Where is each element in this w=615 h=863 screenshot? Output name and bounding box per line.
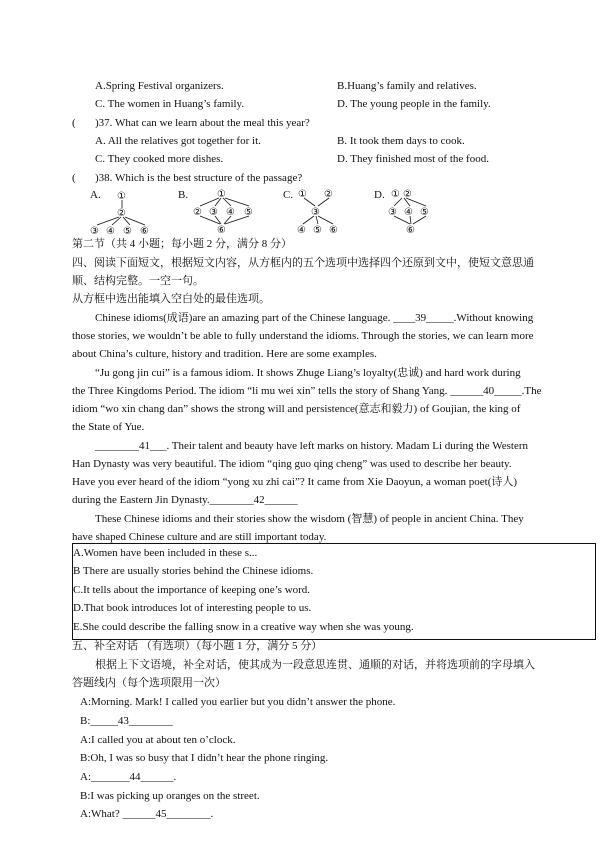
box-option-b: B There are usually stories behind the Chinese idioms. <box>73 565 314 577</box>
structure-diagram-c <box>292 186 362 236</box>
node-2: ② <box>117 208 126 219</box>
passage-line: during the Eastern Jin Dynasty.________42______ <box>72 494 298 506</box>
passage-line: These Chinese idioms and their stories show the wisdom (智慧) of people in ancient China. They <box>95 513 524 525</box>
structure-diagram-a <box>80 186 160 236</box>
q38-paren: ( <box>72 172 76 184</box>
section2-instruction-1: 四、阅读下面短文，根据短文内容，从方框内的五个选项中选择四个还原到文中，使短文意思通 <box>72 257 534 269</box>
node-6: ⑥ <box>140 226 149 236</box>
q36-option-a: A.Spring Festival organizers. <box>95 80 224 92</box>
q36-option-c: C. The women in Huang’s family. <box>95 98 245 110</box>
q37-option-d: D. They finished most of the food. <box>337 153 489 165</box>
node-6: ⑥ <box>406 225 415 236</box>
passage-line: about China’s culture, history and tradition. Here are some examples. <box>72 348 377 360</box>
q37-paren: ( <box>72 117 76 129</box>
node-1: ① <box>217 189 226 200</box>
node-5: ⑤ <box>123 226 132 236</box>
q38-label-d: D. <box>374 189 385 201</box>
node-4: ④ <box>106 226 115 236</box>
passage-line: “Ju gong jin cui” is a famous idiom. It shows Zhuge Liang’s loyalty(忠诚) and hard work during <box>95 367 521 379</box>
q36-option-d: D. The young people in the family. <box>337 98 491 110</box>
node-2: ② <box>403 189 412 200</box>
node-2: ② <box>193 207 202 218</box>
node-1: ① <box>391 189 400 200</box>
node-1: ① <box>117 191 126 202</box>
q37-stem: )37. What can we learn about the meal this year? <box>95 117 310 129</box>
node-5: ⑤ <box>313 225 322 236</box>
q38-stem: )38. Which is the best structure of the passage? <box>95 172 303 184</box>
passage-line: the Three Kingdoms Period. The idiom “li mu wei xin” tells the story of Shang Yang. ______40_____.The <box>72 385 542 397</box>
dialogue-line: B:Oh, I was so busy that I didn’t hear the phone ringing. <box>80 752 329 764</box>
node-6: ⑥ <box>329 225 338 236</box>
options-box <box>72 543 596 640</box>
node-4: ④ <box>404 207 413 218</box>
structure-diagram-b <box>188 186 268 236</box>
section2-instruction-2: 顺、结构完整。一空一句。 <box>72 275 204 287</box>
box-option-c: C.It tells about the importance of keeping one’s word. <box>73 584 311 596</box>
passage-line: idiom “wo xin chang dan” shows the strong will and persistence(意志和毅力) of Goujian, the king of <box>72 403 521 415</box>
node-6: ⑥ <box>217 225 226 236</box>
node-5: ⑤ <box>244 207 253 218</box>
dialogue-line: A:_______44______. <box>80 771 177 783</box>
q38-label-a: A. <box>90 189 101 201</box>
dialogue-line: B:I was picking up oranges on the street. <box>80 790 260 802</box>
q37-option-a: A. All the relatives got together for it. <box>95 135 261 147</box>
node-3: ③ <box>388 207 397 218</box>
section2-instruction-3: 从方框中选出能填入空白处的最佳选项。 <box>72 293 270 305</box>
node-4: ④ <box>297 225 306 236</box>
section5-instruction-2: 答题线内（每个选项限用一次） <box>72 677 226 689</box>
node-3: ③ <box>209 207 218 218</box>
passage-line: have shaped Chinese culture and are still important today. <box>72 531 327 543</box>
passage-line: ________41___. Their talent and beauty have left marks on history. Madam Li during the Western <box>95 440 529 452</box>
passage-line: those stories, we wouldn’t be able to fully understand the idioms. Through the stories, we can learn more <box>72 330 534 342</box>
passage-line: Chinese idioms(成语)are an amazing part of the Chinese language. ____39_____.Without knowing <box>95 312 534 324</box>
dialogue-line: B:_____43________ <box>80 715 173 727</box>
box-option-e: E.She could describe the falling snow in a creative way when she was young. <box>73 621 414 633</box>
box-option-d: D.That book introduces lot of interesting people to us. <box>73 602 312 614</box>
q37-option-c: C. They cooked more dishes. <box>95 153 224 165</box>
passage-line: Have you ever heard of the idiom “yong xu zhi cai”? It came from Xie Daoyun, a woman poet(诗人) <box>72 476 518 488</box>
node-3: ③ <box>90 226 99 236</box>
passage-line: the State of Yue. <box>72 421 145 433</box>
section5-heading: 五、补全对话 （有选项）（每小题 1 分，满分 5 分） <box>72 640 323 652</box>
structure-diagram-d <box>384 186 444 236</box>
node-2: ② <box>324 189 333 200</box>
node-3: ③ <box>311 207 320 218</box>
q38-label-c: C. <box>283 189 294 201</box>
dialogue-line: A:What? ______45________. <box>80 808 214 820</box>
section5-instruction-1: 根据上下文语境，补全对话，使其成为一段意思连贯、通顺的对话，并将选项前的字母填入 <box>95 659 535 671</box>
node-5: ⑤ <box>420 207 429 218</box>
q36-option-b: B.Huang’s family and relatives. <box>337 80 477 92</box>
dialogue-line: A:Morning. Mark! I called you earlier but you didn’t answer the phone. <box>80 696 396 708</box>
passage-line: Han Dynasty was very beautiful. The idiom “qing guo qing cheng” was used to describe her beauty. <box>72 458 512 470</box>
node-1: ① <box>298 189 307 200</box>
section2-heading: 第二节（共 4 小题；每小题 2 分，满分 8 分） <box>72 238 292 250</box>
node-4: ④ <box>226 207 235 218</box>
dialogue-line: A:I called you at about ten o’clock. <box>80 734 236 746</box>
box-option-a: A.Women have been included in these s... <box>73 547 258 559</box>
q37-option-b: B. It took them days to cook. <box>337 135 465 147</box>
q38-label-b: B. <box>178 189 189 201</box>
